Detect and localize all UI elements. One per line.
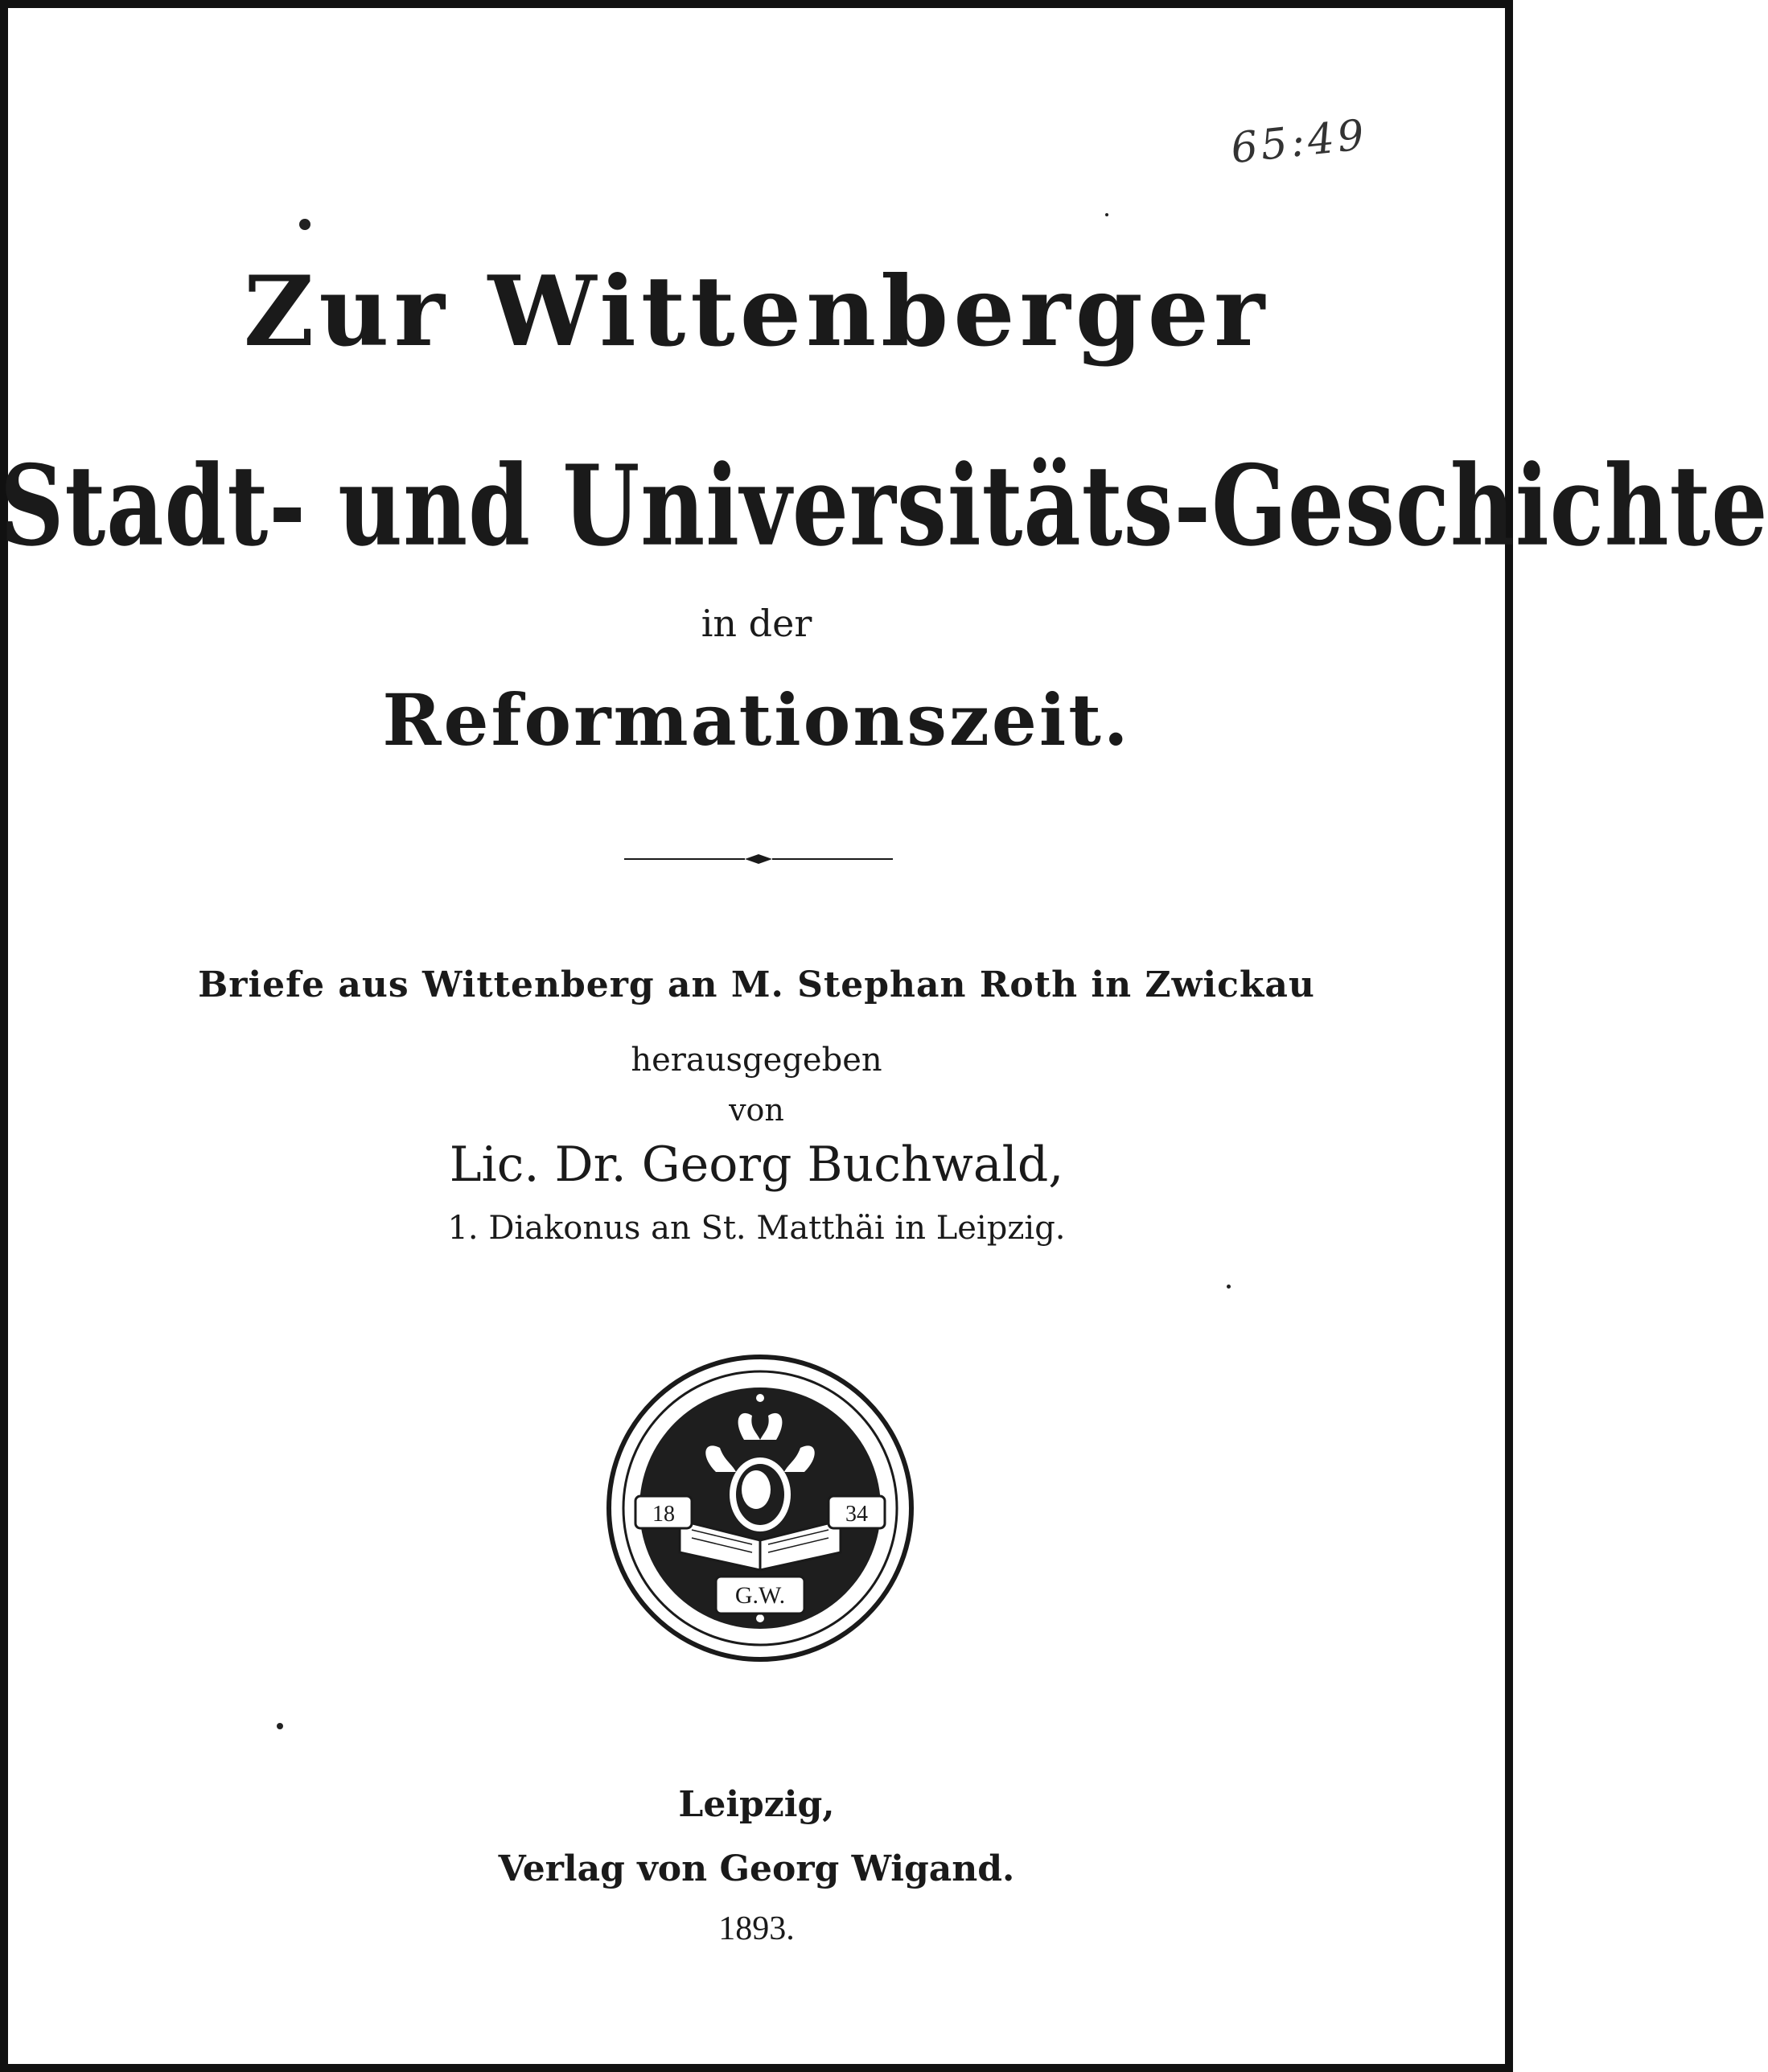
ink-speck — [1105, 213, 1108, 216]
publisher-name: Verlag von Georg Wigand. — [498, 1848, 1015, 1889]
title-line-2: Stadt- und Universitäts-Geschichte — [0, 441, 1768, 571]
ornamental-divider — [624, 853, 893, 865]
emblem-monogram: G.W. — [734, 1582, 786, 1609]
title-line-3: in der — [701, 602, 812, 645]
author-role: 1. Diakonus an St. Matthäi in Leipzig. — [447, 1210, 1066, 1247]
by-label: von — [729, 1092, 784, 1128]
edited-label: herausgegeben — [631, 1042, 882, 1079]
ink-speck — [277, 1723, 283, 1729]
subtitle: Briefe aus Wittenberg an M. Stephan Roth in Zwickau — [198, 964, 1315, 1005]
handwritten-shelfmark: 65:49 — [1228, 110, 1370, 174]
emblem-year-right: 34 — [845, 1502, 868, 1527]
title-line-4: Reformationszeit. — [382, 678, 1131, 762]
title-line-1: Zur Wittenberger — [243, 255, 1270, 368]
emblem-year-left: 18 — [652, 1502, 675, 1527]
author-name: Lic. Dr. Georg Buchwald, — [449, 1137, 1064, 1193]
publication-year: 1893. — [718, 1910, 795, 1947]
ink-speck — [299, 219, 310, 230]
publication-place: Leipzig, — [678, 1784, 835, 1825]
publisher-emblem — [603, 1351, 917, 1665]
ink-speck — [1227, 1285, 1231, 1289]
